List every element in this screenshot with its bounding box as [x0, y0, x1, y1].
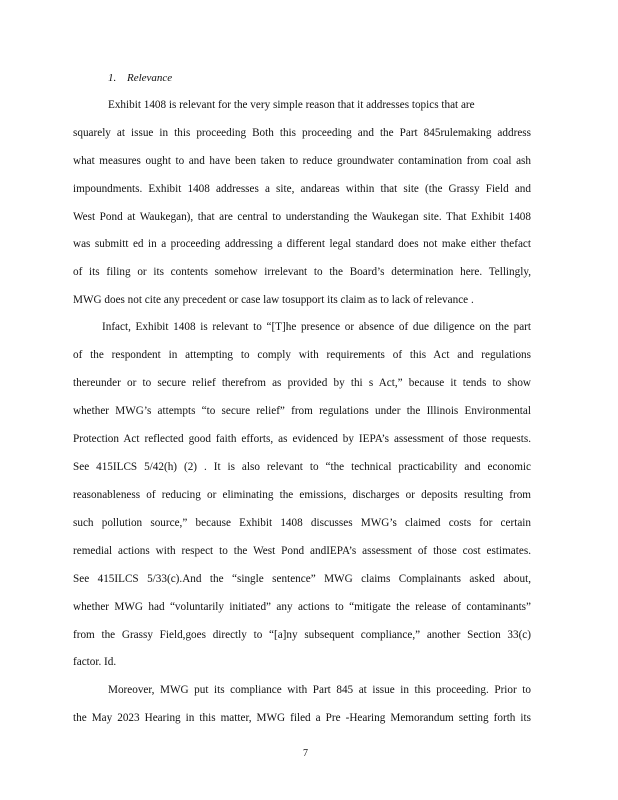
paragraph-line: Infact, Exhibit 1408 is relevant to “[T]he presence or absence of due diligence on the part: [102, 321, 531, 333]
paragraph-line: whether MWG’s attempts “to secure relief” from regulations under the Illinois Environmental: [73, 405, 531, 417]
paragraph-line: of its filing or its contents somehow irrelevant to the Board’s determination here. Tellingly,: [73, 266, 531, 278]
paragraph-line: Exhibit 1408 is relevant for the very simple reason that it addresses topics that are: [108, 99, 475, 111]
paragraph-line: of the respondent in attempting to comply with requirements of this Act and regulations: [73, 349, 531, 361]
paragraph-line: See 415ILCS 5/42(h) (2) . It is also relevant to “the technical practicability and economic: [73, 461, 531, 473]
paragraph-line: MWG does not cite any precedent or case law tosupport its claim as to lack of relevance .: [73, 294, 474, 306]
paragraph-line: remedial actions with respect to the West Pond andIEPA’s assessment of those cost estimates.: [73, 545, 531, 557]
paragraph-line: from the Grassy Field,goes directly to “[a]ny subsequent compliance,” another Section 33(c): [73, 629, 531, 641]
paragraph-line: whether MWG had “voluntarily initiated” any actions to “mitigate the release of contaminants”: [73, 601, 531, 613]
paragraph-line: thereunder or to secure relief therefrom as provided by thi s Act,” because it tends to show: [73, 377, 531, 389]
paragraph-line: impoundments. Exhibit 1408 addresses a site, andareas within that site (the Grassy Field and: [73, 183, 531, 195]
section-title: Relevance: [127, 72, 173, 84]
paragraph-line: factor. Id.: [73, 656, 117, 668]
paragraph-line: See 415ILCS 5/33(c).And the “single sentence” MWG claims Complainants asked about,: [73, 573, 531, 585]
paragraph-line: such pollution source,” because Exhibit 1408 discusses MWG’s claimed costs for certain: [73, 517, 531, 529]
paragraph-line: reasonableness of reducing or eliminating the emissions, discharges or deposits resulting from: [73, 489, 531, 501]
paragraph-line: squarely at issue in this proceeding Both this proceeding and the Part 845rulemaking address: [73, 127, 531, 139]
section-number: 1.: [108, 72, 117, 84]
paragraph-line: Protection Act reflected good faith efforts, as evidenced by IEPA’s assessment of those requests.: [73, 433, 531, 445]
paragraph-line: Moreover, MWG put its compliance with Part 845 at issue in this proceeding. Prior to: [108, 684, 531, 696]
page-number: 7: [303, 748, 308, 759]
section-heading: [108, 72, 172, 84]
paragraph-line: the May 2023 Hearing in this matter, MWG filed a Pre -Hearing Memorandum setting forth its: [73, 712, 531, 724]
paragraph-line: what measures ought to and have been taken to reduce groundwater contamination from coal ash: [73, 155, 531, 167]
paragraph-line: West Pond at Waukegan), that are central to understanding the Waukegan site. That Exhibit 1408: [73, 211, 531, 223]
paragraph-line: was submitt ed in a proceeding addressing a different legal standard does not make either thefact: [73, 238, 531, 250]
